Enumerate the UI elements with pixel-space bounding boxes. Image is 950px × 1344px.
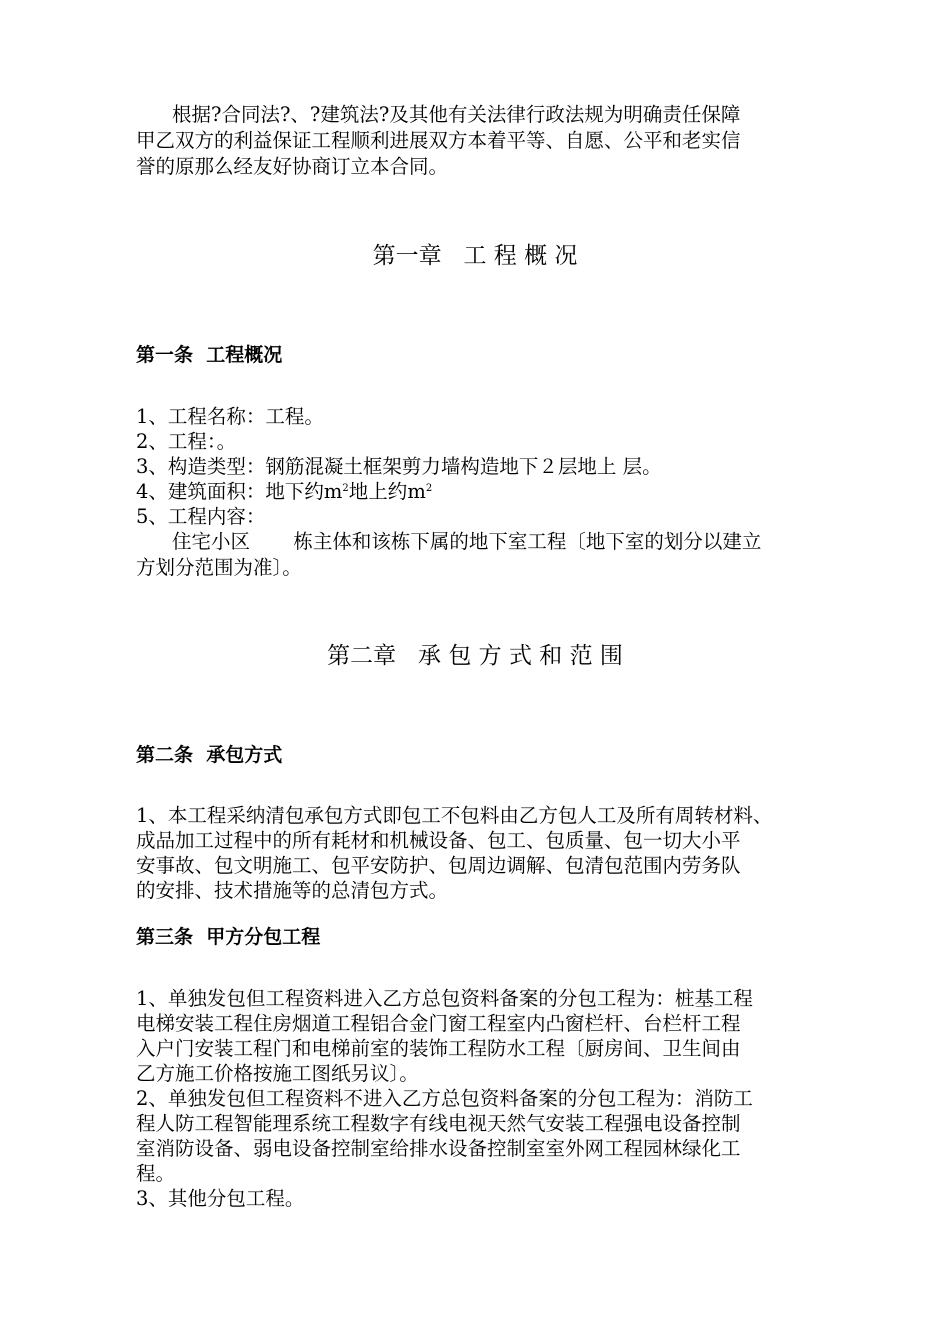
article-1-content-line-2: 方划分范围为准〕。 bbox=[136, 556, 302, 579]
article-3-line-6: 程人防工程智能理系统工程数字有线电视天然气安装工程强电设备控制 bbox=[136, 1112, 741, 1135]
article-1-heading: 第一条 工程概况 bbox=[136, 344, 283, 366]
article-2-line-3: 安事故、包文明施工、包平安防护、包周边调解、包清包范围内劳务队 bbox=[136, 854, 741, 877]
article-2-line-2: 成品加工过程中的所有耗材和机械设备、包工、包质量、包一切大小平 bbox=[136, 829, 741, 852]
article-1-item-5: 5、工程内容： bbox=[136, 505, 266, 528]
article-3-line-2: 电梯安装工程住房烟道工程铝合金门窗工程室内凸窗栏杆、台栏杆工程 bbox=[136, 1012, 741, 1035]
article-3-line-3: 入户门安装工程门和电梯前室的装饰工程防水工程〔厨房间、卫生间由 bbox=[136, 1037, 741, 1060]
article-3-line-5: 2、单独发包但工程资料不进入乙方总包资料备案的分包工程为：消防工 bbox=[136, 1087, 753, 1110]
article-3-heading: 第三条 甲方分包工程 bbox=[136, 926, 321, 948]
article-1-item-1: 1、工程名称：工程。 bbox=[136, 405, 324, 428]
area-exponent: 2 bbox=[342, 483, 349, 494]
chapter-1-title: 第一章 工 程 概 况 bbox=[372, 243, 578, 269]
area-unit-2: m bbox=[407, 480, 426, 503]
area-middle: 地上约 bbox=[348, 480, 408, 503]
article-2-line-1: 1、本工程采纳清包承包方式即包工不包料由乙方包人工及所有周转材料、 bbox=[136, 804, 773, 827]
article-3-line-1: 1、单独发包但工程资料进入乙方总包资料备案的分包工程为：桩基工程 bbox=[136, 987, 753, 1010]
intro-line-2: 甲乙双方的利益保证工程顺利进展双方本着平等、自愿、公平和老实信 bbox=[136, 129, 741, 152]
area-prefix: 4、建筑面积：地下约 bbox=[136, 480, 324, 503]
article-2-heading: 第二条 承包方式 bbox=[136, 744, 283, 766]
intro-line-3: 誉的原那么经友好协商订立本合同。 bbox=[136, 155, 449, 178]
article-2-line-4: 的安排、技术措施等的总清包方式。 bbox=[136, 879, 449, 902]
area-exponent-2: 2 bbox=[425, 483, 433, 494]
article-3-line-9: 3、其他分包工程。 bbox=[136, 1187, 305, 1210]
area-unit: m bbox=[323, 480, 343, 503]
article-1-item-3: 3、构造类型：钢筋混凝土框架剪力墙构造地下２层地上 层。 bbox=[136, 455, 662, 478]
article-3-line-8: 程。 bbox=[136, 1162, 176, 1185]
article-3-line-4: 乙方施工价格按施工图纸另议〕。 bbox=[136, 1062, 419, 1085]
article-1-content-line-1: 住宅小区 栋主体和该栋下属的地下室工程〔地下室的划分以建立 bbox=[172, 530, 762, 553]
article-1-item-4 bbox=[136, 479, 432, 505]
article-3-line-7: 室消防设备、弱电设备控制室给排水设备控制室室外网工程园林绿化工 bbox=[136, 1137, 741, 1160]
chapter-2-title: 第二章 承 包 方 式 和 范 围 bbox=[327, 643, 623, 669]
article-1-item-2: 2、工程：。 bbox=[136, 430, 237, 453]
intro-line-1: 根据?合同法?、?建筑法?及其他有关法律行政法规为明确责任保障 bbox=[172, 103, 741, 126]
